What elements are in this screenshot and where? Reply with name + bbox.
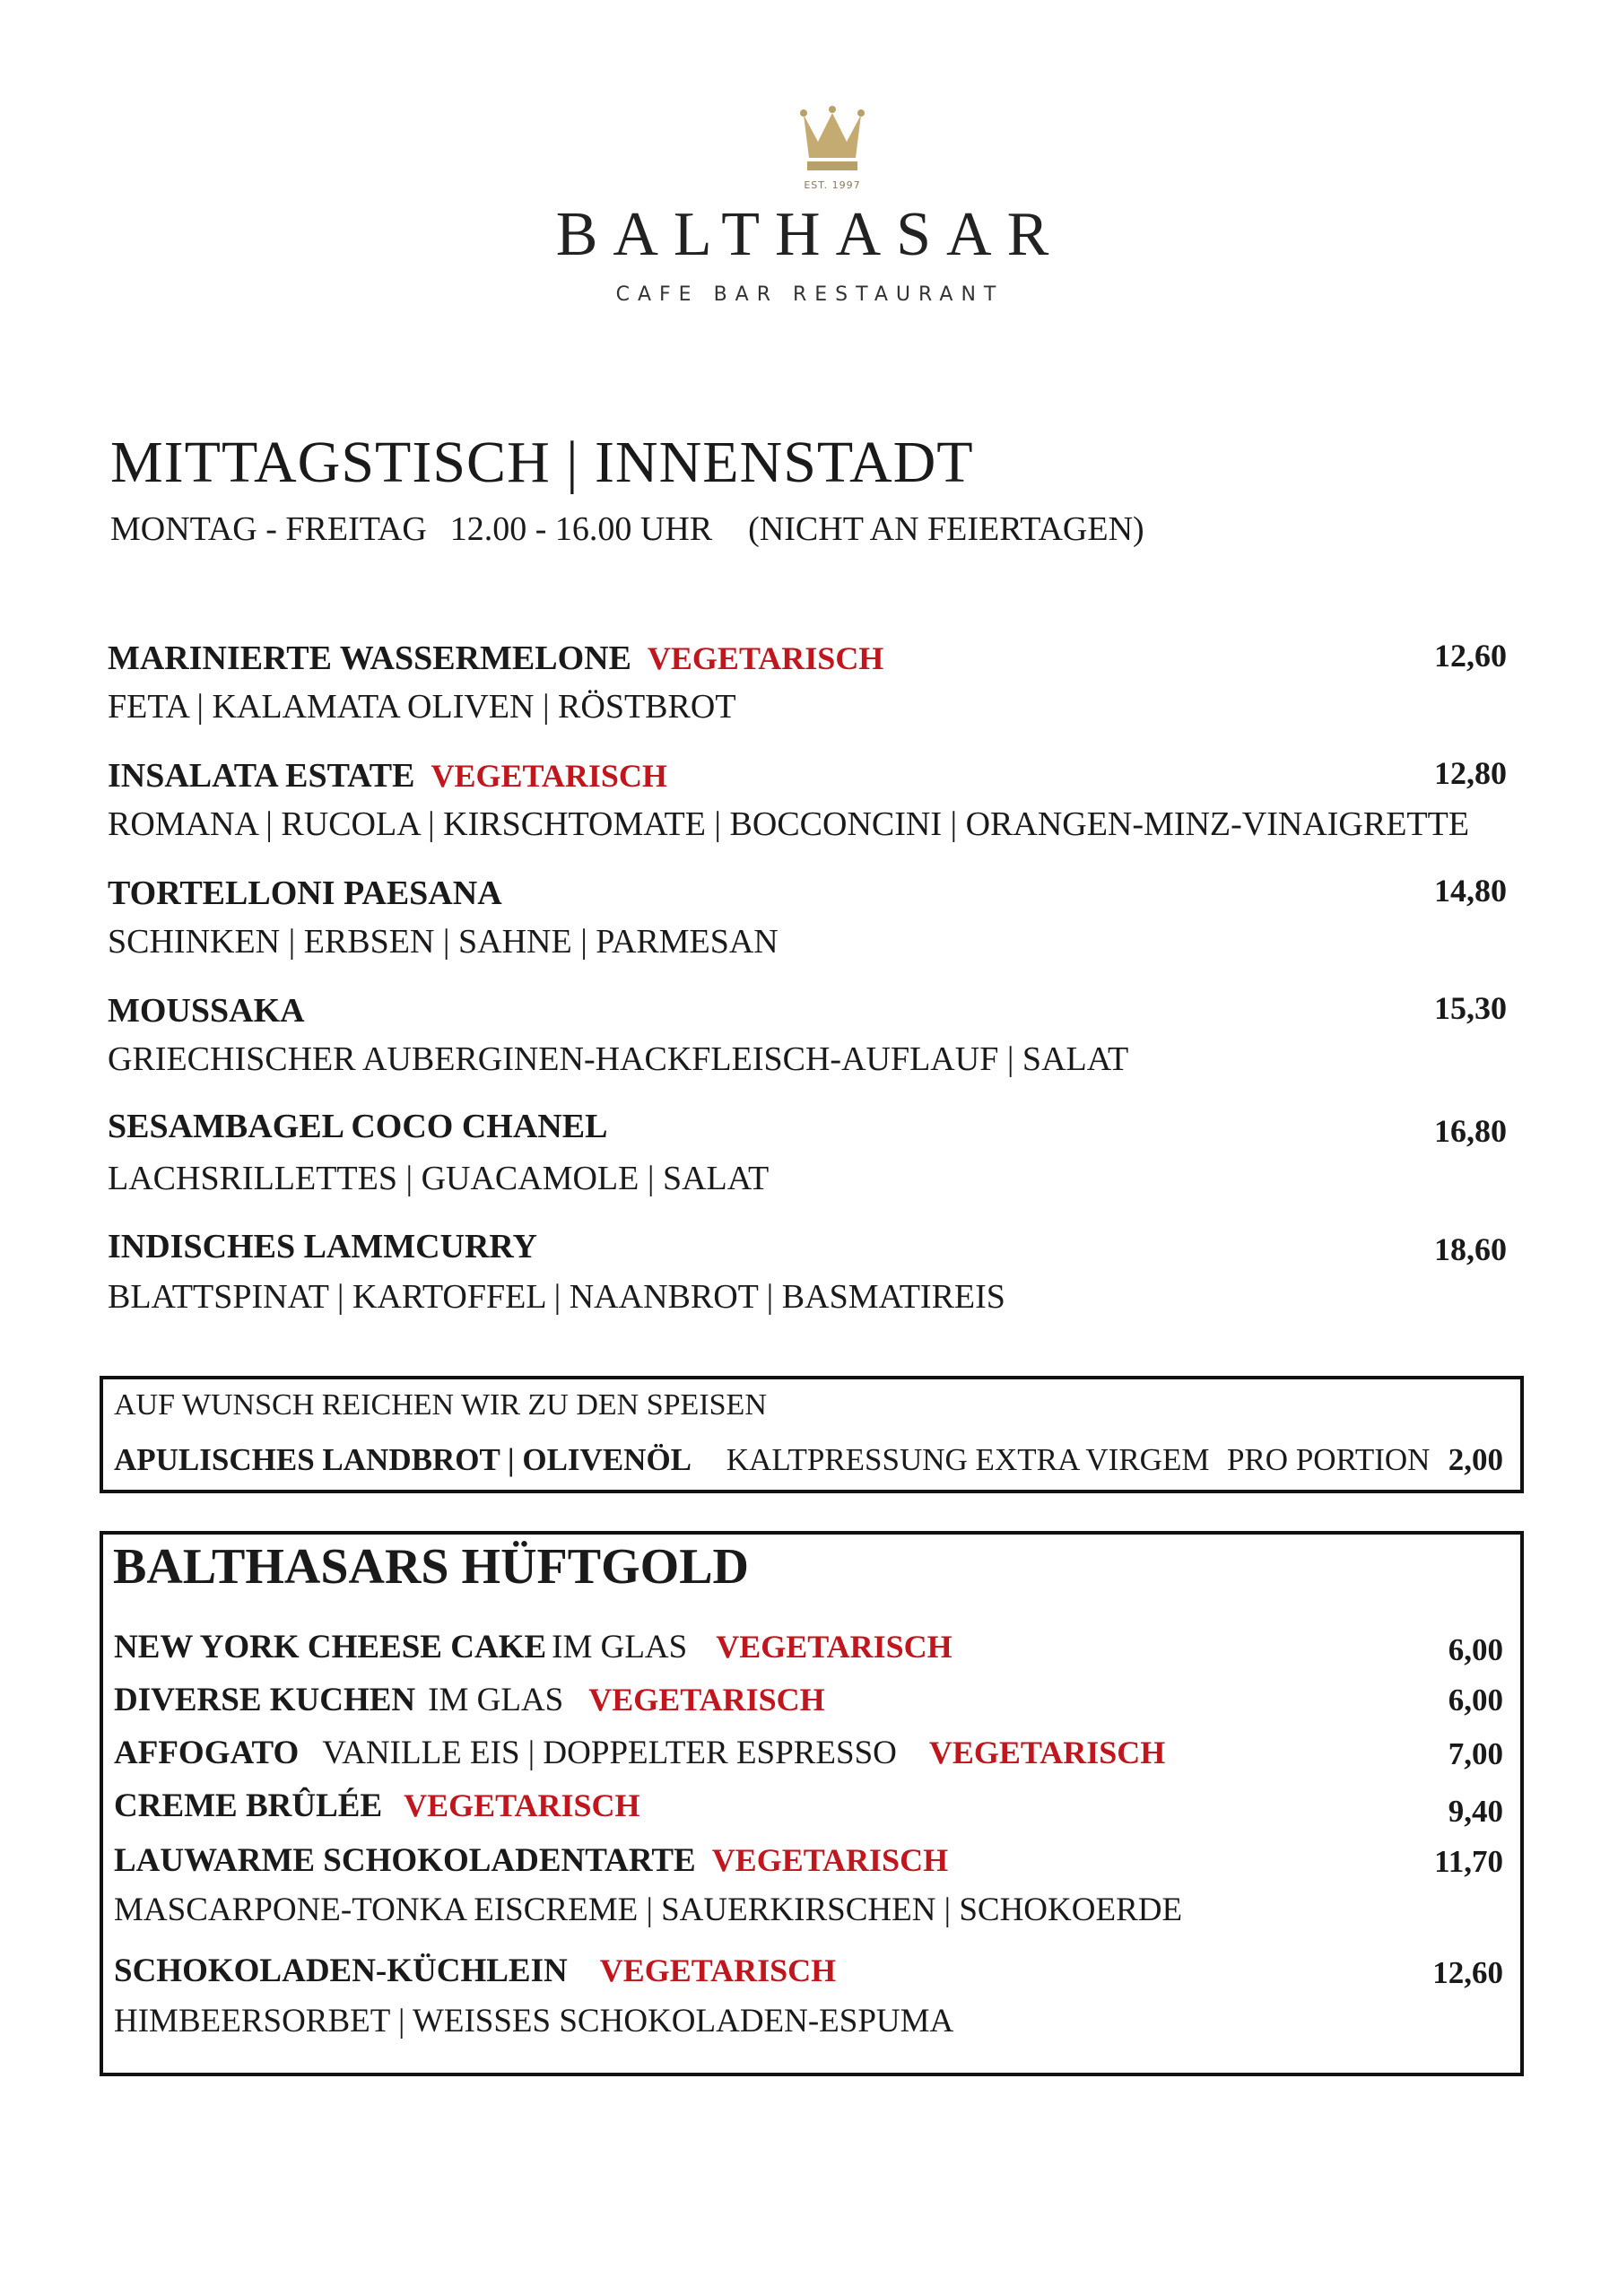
- dessert-name: DIVERSE KUCHEN: [114, 1682, 416, 1718]
- vegetarian-tag: VEGETARISCH: [647, 640, 884, 676]
- dish-name-row: [108, 991, 305, 1031]
- dish-name: MARINIERTE WASSERMELONE: [108, 639, 631, 677]
- dish-description: GRIECHISCHER AUBERGINEN-HACKFLEISCH-AUFLAUF | SALAT: [108, 1040, 1129, 1078]
- dessert-price: 9,40: [1448, 1794, 1503, 1829]
- dish-name: TORTELLONI PAESANA: [108, 874, 502, 912]
- dessert-name: AFFOGATO: [114, 1735, 300, 1771]
- dessert-price: 7,00: [1448, 1736, 1503, 1771]
- dish-price: 14,80: [1434, 873, 1507, 909]
- dessert-name-row: [114, 1734, 1165, 1772]
- hours-time: 12.00 - 16.00 UHR: [449, 510, 713, 548]
- dish-description: FETA | KALAMATA OLIVEN | RÖSTBROT: [108, 688, 736, 726]
- dish-name-row: [108, 1227, 537, 1266]
- dessert-name-row: [114, 1841, 948, 1880]
- dessert-name-row: [114, 1952, 836, 1990]
- dish-price: 16,80: [1434, 1113, 1507, 1149]
- bread-price: 2,00: [1448, 1442, 1503, 1477]
- bread-intro: AUF WUNSCH REICHEN WIR ZU DEN SPEISEN: [114, 1388, 767, 1422]
- dish-name: MOUSSAKA: [108, 992, 305, 1030]
- dish-name: INSALATA ESTATE: [108, 757, 415, 795]
- dessert-name: LAUWARME SCHOKOLADENTARTE: [114, 1842, 696, 1879]
- vegetarian-tag: VEGETARISCH: [599, 1952, 837, 1988]
- dish-name-row: [108, 1107, 607, 1146]
- bread-unit: PRO PORTION: [1227, 1442, 1431, 1477]
- dessert-subtitle: IM GLAS: [552, 1629, 688, 1665]
- bread-item-2: OLIVENÖL: [522, 1442, 692, 1477]
- vegetarian-tag: VEGETARISCH: [431, 758, 667, 794]
- dessert-subtitle: IM GLAS: [428, 1682, 564, 1718]
- dessert-name: CREME BRÛLÉE: [114, 1787, 383, 1824]
- dessert-subtitle: VANILLE EIS | DOPPELTER ESPRESSO: [322, 1735, 897, 1771]
- dessert-name-row: [114, 1681, 825, 1719]
- dish-name-row: [108, 756, 667, 796]
- bread-line: [114, 1442, 1209, 1478]
- crown-logo-icon: [800, 106, 865, 174]
- dish-price: 12,60: [1434, 638, 1507, 674]
- dessert-name-row: [114, 1787, 640, 1825]
- dessert-price: 6,00: [1448, 1683, 1503, 1718]
- logo-established: EST. 1997: [804, 179, 861, 191]
- vegetarian-tag: VEGETARISCH: [928, 1735, 1166, 1770]
- dessert-price: 11,70: [1434, 1844, 1503, 1879]
- opening-hours: [110, 509, 1144, 549]
- vegetarian-tag: VEGETARISCH: [404, 1787, 640, 1823]
- bread-description: KALTPRESSUNG EXTRA VIRGEM: [726, 1442, 1210, 1477]
- dish-name-row: [108, 639, 883, 678]
- dish-price: 18,60: [1434, 1231, 1507, 1267]
- dish-name: SESAMBAGEL COCO CHANEL: [108, 1108, 608, 1145]
- page-title: MITTAGSTISCH | INNENSTADT: [110, 430, 974, 495]
- dessert-price: 6,00: [1448, 1632, 1503, 1667]
- hours-note: (NICHT AN FEIERTAGEN): [748, 510, 1144, 548]
- dessert-description: MASCARPONE-TONKA EISCREME | SAUERKIRSCHEN | SCHOKOERDE: [114, 1892, 1183, 1928]
- vegetarian-tag: VEGETARISCH: [588, 1682, 825, 1718]
- bread-item-1: APULISCHES LANDBROT |: [114, 1442, 515, 1477]
- dish-description: SCHINKEN | ERBSEN | SAHNE | PARMESAN: [108, 923, 779, 961]
- dessert-description: HIMBEERSORBET | WEISSES SCHOKOLADEN-ESPUMA: [114, 2003, 954, 2039]
- dessert-price: 12,60: [1432, 1955, 1503, 1990]
- logo-name: BALTHASAR: [555, 200, 1065, 269]
- vegetarian-tag: VEGETARISCH: [716, 1629, 953, 1665]
- dessert-name: SCHOKOLADEN-KÜCHLEIN: [114, 1952, 568, 1989]
- dish-description: ROMANA | RUCOLA | KIRSCHTOMATE | BOCCONCINI | ORANGEN-MINZ-VINAIGRETTE: [108, 805, 1470, 843]
- dish-description: LACHSRILLETTES | GUACAMOLE | SALAT: [108, 1160, 770, 1197]
- dish-price: 15,30: [1434, 990, 1507, 1026]
- vegetarian-tag: VEGETARISCH: [711, 1842, 949, 1878]
- dish-price: 12,80: [1434, 755, 1507, 791]
- dessert-name: NEW YORK CHEESE CAKE: [114, 1629, 547, 1665]
- hours-days: MONTAG - FREITAG: [110, 510, 427, 548]
- dessert-name-row: [114, 1628, 953, 1666]
- logo-tagline: CAFE BAR RESTAURANT: [615, 283, 1005, 306]
- dish-name: INDISCHES LAMMCURRY: [108, 1228, 537, 1265]
- dish-description: BLATTSPINAT | KARTOFFEL | NAANBROT | BASMATIREIS: [108, 1278, 1005, 1316]
- dessert-heading: BALTHASARS HÜFTGOLD: [113, 1539, 749, 1595]
- dish-name-row: [108, 874, 502, 913]
